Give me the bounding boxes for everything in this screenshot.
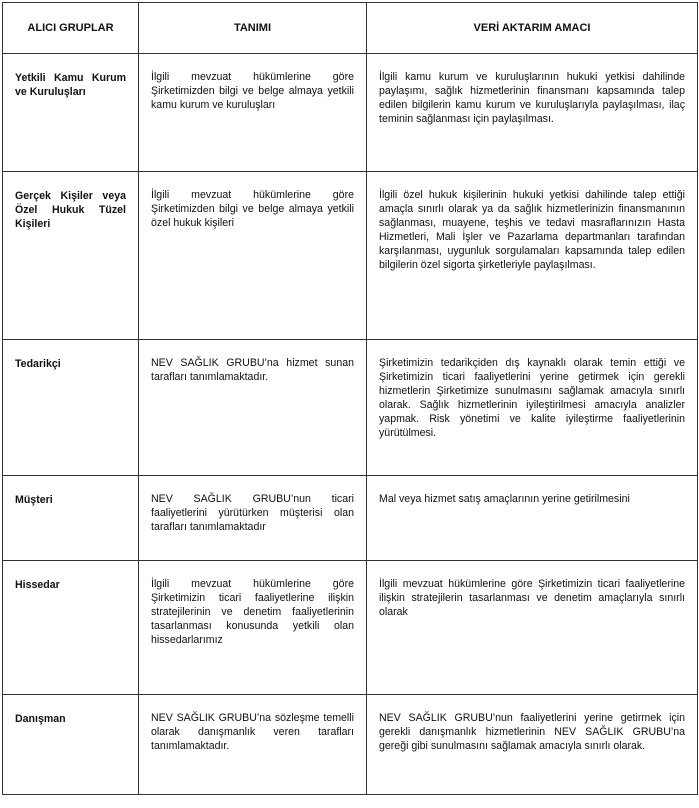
header-row (3, 3, 698, 54)
definition-text: NEV SAĞLIK GRUBU’na sözleşme temelli olarak danışmanlık veren tarafları tanımlamaktadır. (151, 712, 354, 752)
group-cell (3, 172, 139, 340)
purpose-cell (367, 476, 698, 561)
group-cell (3, 340, 139, 476)
definition-cell (139, 561, 367, 695)
group-cell (3, 476, 139, 561)
purpose-text: NEV SAĞLIK GRUBU’nun faaliyetlerini yerine getirmek için gerekli danışmanlık hizmetlerinin NEV SAĞLIK GRUBU’na gereği gibi sunulmasını sağlamak amacıyla sınırlı olarak. (379, 712, 685, 752)
definition-text: NEV SAĞLIK GRUBU’nun ticari faaliyetlerini yürütürken müşterisi olan tarafları tanımlamaktadır (151, 493, 354, 533)
purpose-text: Mal veya hizmet satış amaçlarının yerine getirilmesini (379, 493, 630, 505)
purpose-text: İlgili özel hukuk kişilerinin hukuki yetkisi dahilinde talep ettiği amaçla sınırlı olarak ya da sağlık hizmetlerinizin finansmanının sağlanması, muayene, teşhis ve tedavi masraflarınızın Hasta Hizmetleri, Mali İşler ve Pazarlama departmanları tarafından karşılanması, uygunluk sorgulamaları kapsamında talep edilen bilgilerin özel sigorta şirketleriyle paylaşılması. (379, 189, 685, 271)
purpose-cell (367, 172, 698, 340)
definition-text: NEV SAĞLIK GRUBU’na hizmet sunan tarafları tanımlamaktadır. (151, 357, 354, 383)
group-name: Tedarikçi (15, 358, 61, 370)
group-cell (3, 695, 139, 795)
header-recipient-groups: ALICI GRUPLAR (3, 3, 139, 54)
definition-cell (139, 172, 367, 340)
table-row (3, 54, 698, 172)
header-transfer-purpose: VERİ AKTARIM AMACI (367, 3, 698, 54)
group-name: Yetkili Kamu Kurum ve Kuruluşları (15, 72, 126, 98)
definition-cell (139, 476, 367, 561)
table-row (3, 172, 698, 340)
group-name: Hissedar (15, 579, 60, 591)
purpose-cell (367, 54, 698, 172)
purpose-cell (367, 340, 698, 476)
group-name: Gerçek Kişiler veya Özel Hukuk Tüzel Kişileri (15, 190, 126, 230)
header-definition: TANIMI (139, 3, 367, 54)
table-row (3, 561, 698, 695)
purpose-cell (367, 561, 698, 695)
definition-text: İlgili mevzuat hükümlerine göre Şirketimizin ticari faaliyetlerine ilişkin stratejilerinin ve denetim faaliyetlerinin tasarlanması konusunda yetkili olan hissedarlarımız (151, 578, 354, 646)
definition-text: İlgili mevzuat hükümlerine göre Şirketimizden bilgi ve belge almaya yetkili kamu kurum ve kuruluşları (151, 71, 354, 111)
purpose-text: İlgili mevzuat hükümlerine göre Şirketimizin ticari faaliyetlerine ilişkin stratejilerin tasarlanması ve denetim amaçlarıyla sınırlı olarak (379, 578, 685, 618)
purpose-cell (367, 695, 698, 795)
definition-text: İlgili mevzuat hükümlerine göre Şirketimizden bilgi ve belge almaya yetkili özel hukuk kişileri (151, 189, 354, 229)
group-cell (3, 561, 139, 695)
recipient-groups-table (2, 2, 698, 795)
table-row (3, 695, 698, 795)
definition-cell (139, 340, 367, 476)
purpose-text: İlgili kamu kurum ve kuruluşlarının hukuki yetkisi dahilinde paylaşımı, sağlık hizmetlerinin finansmanı kapsamında talep edilen bilgilerin kamu kurum ve kuruluşlarıyla paylaşılması, ilaç teminin sağlanması için paylaşılması. (379, 71, 685, 125)
table-row (3, 340, 698, 476)
table-row (3, 476, 698, 561)
purpose-text: Şirketimizin tedarikçiden dış kaynaklı olarak temin ettiği ve Şirketimizin ticari faaliyetlerini yerine getirmek için gerekli hizmetlerin Şirketimize sunulmasını sağlamak amacıyla sınırlı olarak. Sağlık hizmetlerinin iyileştirilmesi amacıyla analizler yapmak. Risk yönetimi ve kalite iyileştirme faaliyetlerinin yürütülmesi. (379, 357, 685, 439)
group-cell (3, 54, 139, 172)
group-name: Danışman (15, 713, 66, 725)
group-name: Müşteri (15, 494, 53, 506)
definition-cell (139, 695, 367, 795)
definition-cell (139, 54, 367, 172)
